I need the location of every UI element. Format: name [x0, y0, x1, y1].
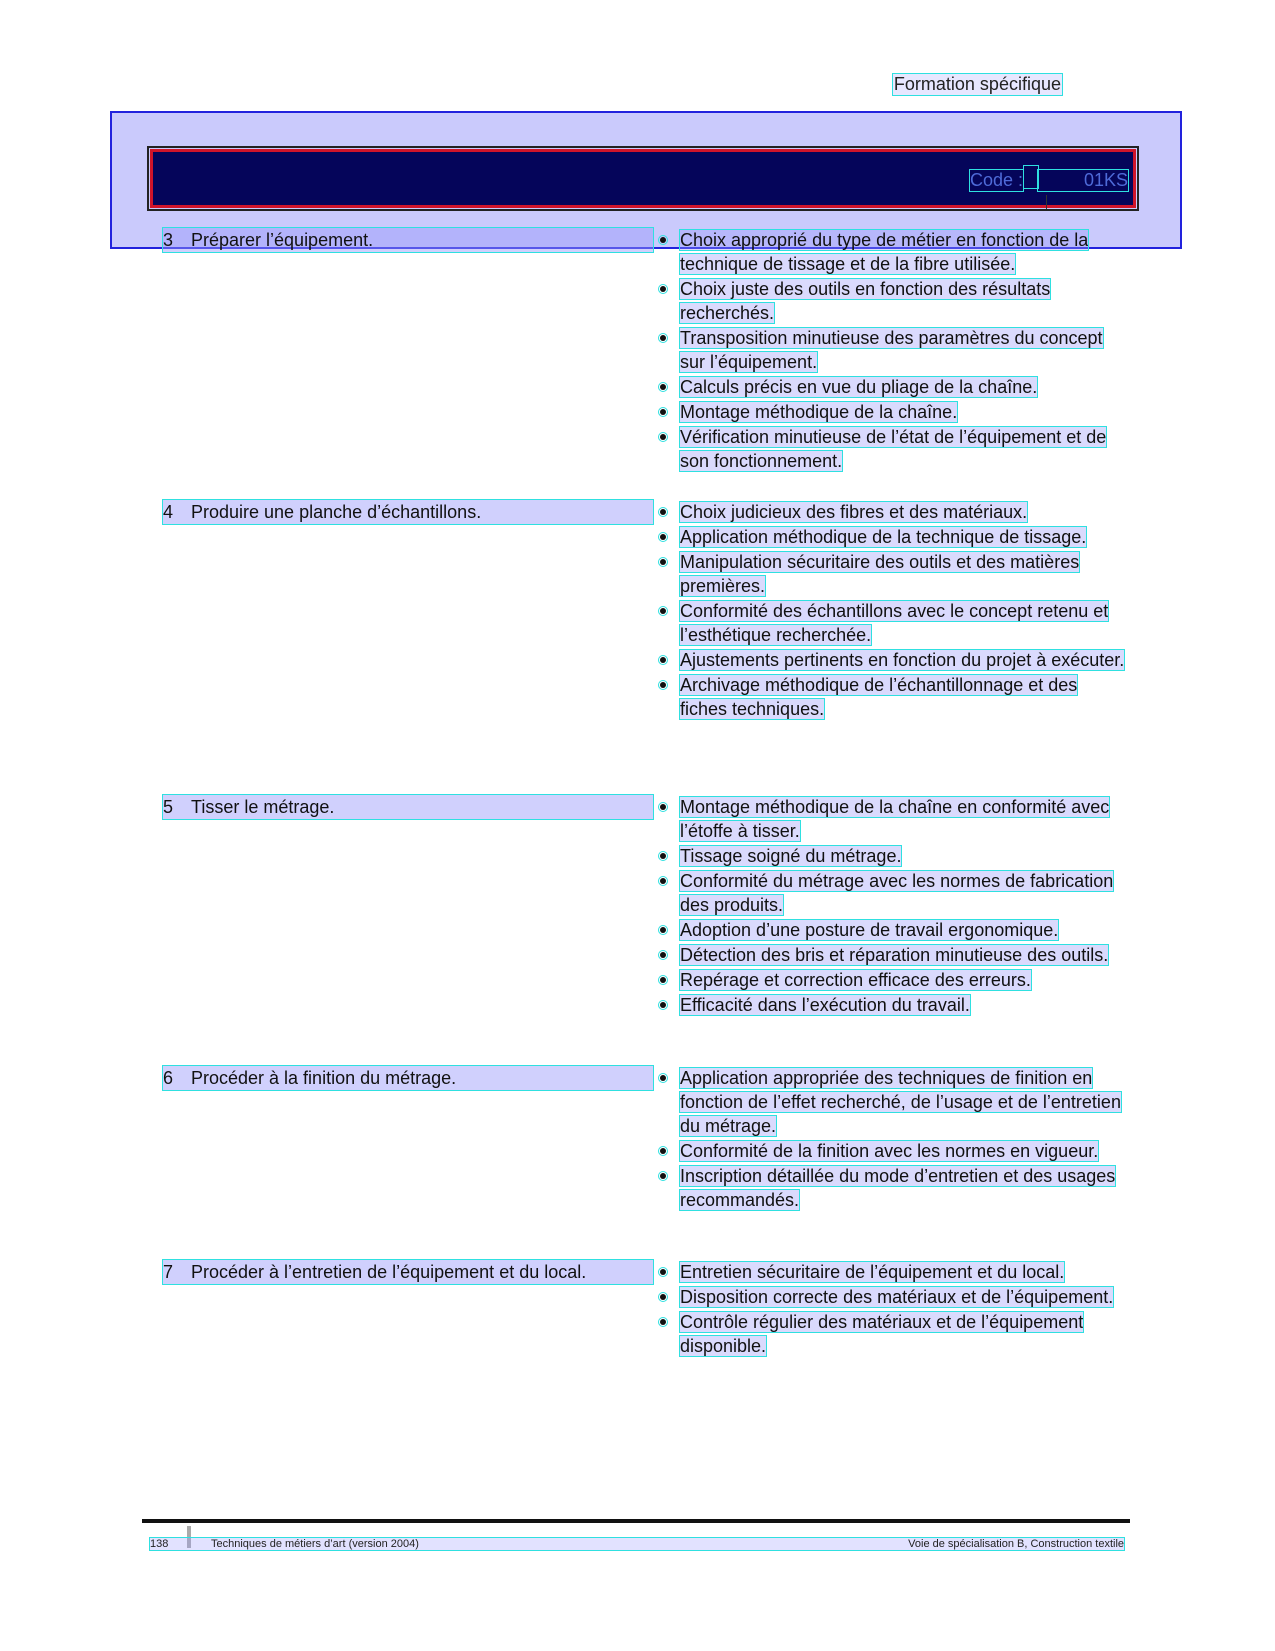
bullet-icon	[660, 559, 666, 565]
element-number: 4	[163, 502, 174, 522]
code-separator	[1024, 166, 1038, 188]
list-item: Conformité de la finition avec les normes en vigueur.	[656, 1139, 1126, 1163]
list-item: Manipulation sécuritaire des outils et des matières premières.	[656, 550, 1126, 598]
list-item: Entretien sécuritaire de l’équipement et du local.	[656, 1260, 1126, 1284]
list-item: Transposition minutieuse des paramètres du concept sur l’équipement.	[656, 326, 1126, 374]
criteria-list	[656, 500, 1126, 722]
list-item: Choix juste des outils en fonction des résultats recherchés.	[656, 277, 1126, 325]
bullet-icon	[660, 509, 666, 515]
list-item: Calculs précis en vue du pliage de la chaîne.	[656, 375, 1126, 399]
bullet-icon	[660, 1148, 666, 1154]
bullet-icon	[660, 952, 666, 958]
list-item: Tissage soigné du métrage.	[656, 844, 1126, 868]
list-item: Montage méthodique de la chaîne en conformité avec l’étoffe à tisser.	[656, 795, 1126, 843]
element-text: Tisser le métrage.	[191, 797, 335, 817]
element-number: 5	[163, 797, 174, 817]
criteria-list	[656, 228, 1126, 474]
bullet-icon	[660, 608, 666, 614]
list-item: Détection des bris et réparation minutieuse des outils.	[656, 943, 1126, 967]
element-cell	[163, 795, 653, 819]
bullet-icon	[660, 1075, 666, 1081]
element-number: 6	[163, 1068, 174, 1088]
element-cell	[163, 1066, 653, 1090]
list-item: Vérification minutieuse de l’état de l’équipement et de son fonctionnement.	[656, 425, 1126, 473]
bullet-icon	[660, 878, 666, 884]
criteria-list	[656, 1260, 1126, 1359]
list-item: Conformité des échantillons avec le concept retenu et l’esthétique recherchée.	[656, 599, 1126, 647]
element-number: 7	[163, 1262, 174, 1282]
list-item: Choix judicieux des fibres et des matériaux.	[656, 500, 1126, 524]
code-divider	[1046, 195, 1047, 209]
list-item: Adoption d’une posture de travail ergonomique.	[656, 918, 1126, 942]
bullet-icon	[660, 335, 666, 341]
element-text: Préparer l’équipement.	[191, 230, 374, 250]
bullet-icon	[660, 1269, 666, 1275]
element-cell	[163, 1260, 653, 1284]
list-item: Montage méthodique de la chaîne.	[656, 400, 1126, 424]
criteria-list	[656, 795, 1126, 1018]
bullet-icon	[660, 682, 666, 688]
bullet-icon	[660, 1002, 666, 1008]
bullet-icon	[660, 409, 666, 415]
bullet-icon	[660, 1319, 666, 1325]
element-cell	[163, 228, 653, 252]
list-item: Inscription détaillée du mode d’entretien et des usages recommandés.	[656, 1164, 1126, 1212]
list-item: Archivage méthodique de l’échantillonnage et des fiches techniques.	[656, 673, 1126, 721]
page-footer	[150, 1538, 1124, 1550]
code-bar	[150, 149, 1136, 208]
bullet-icon	[660, 657, 666, 663]
element-number: 3	[163, 230, 174, 250]
element-text: Procéder à la finition du métrage.	[191, 1068, 457, 1088]
element-cell	[163, 500, 653, 524]
list-item: Efficacité dans l’exécution du travail.	[656, 993, 1126, 1017]
element-text: Procéder à l’entretien de l’équipement et du local.	[191, 1262, 587, 1282]
bullet-icon	[660, 853, 666, 859]
code-label: Code :	[969, 170, 1023, 190]
bullet-icon	[660, 286, 666, 292]
bullet-icon	[660, 1294, 666, 1300]
list-item: Ajustements pertinents en fonction du projet à exécuter.	[656, 648, 1126, 672]
code-value: 01KS	[1038, 170, 1128, 191]
specialization-title: Voie de spécialisation B, Construction textile	[908, 1538, 1124, 1550]
list-item: Application méthodique de la technique de tissage.	[656, 525, 1126, 549]
bullet-icon	[660, 1173, 666, 1179]
element-text: Produire une planche d’échantillons.	[191, 502, 482, 522]
list-item: Repérage et correction efficace des erreurs.	[656, 968, 1126, 992]
list-item: Conformité du métrage avec les normes de fabrication des produits.	[656, 869, 1126, 917]
list-item: Disposition correcte des matériaux et de l’équipement.	[656, 1285, 1126, 1309]
list-item: Application appropriée des techniques de finition en fonction de l’effet recherché, de l’usage et de l’entretien du métrage.	[656, 1066, 1126, 1138]
bullet-icon	[660, 804, 666, 810]
bullet-icon	[660, 534, 666, 540]
criteria-list	[656, 1066, 1126, 1213]
page-number: 138	[150, 1538, 169, 1550]
bullet-icon	[660, 977, 666, 983]
program-title: Techniques de métiers d’art (version 2004)	[211, 1538, 419, 1550]
bullet-icon	[660, 237, 666, 243]
section-title: Formation spécifique	[893, 74, 1061, 94]
bullet-icon	[660, 927, 666, 933]
footer-rule	[142, 1519, 1130, 1523]
bullet-icon	[660, 434, 666, 440]
list-item: Contrôle régulier des matériaux et de l’équipement disponible.	[656, 1310, 1126, 1358]
list-item: Choix approprié du type de métier en fonction de la technique de tissage et de la fibre utilisée.	[656, 228, 1126, 276]
bullet-icon	[660, 384, 666, 390]
